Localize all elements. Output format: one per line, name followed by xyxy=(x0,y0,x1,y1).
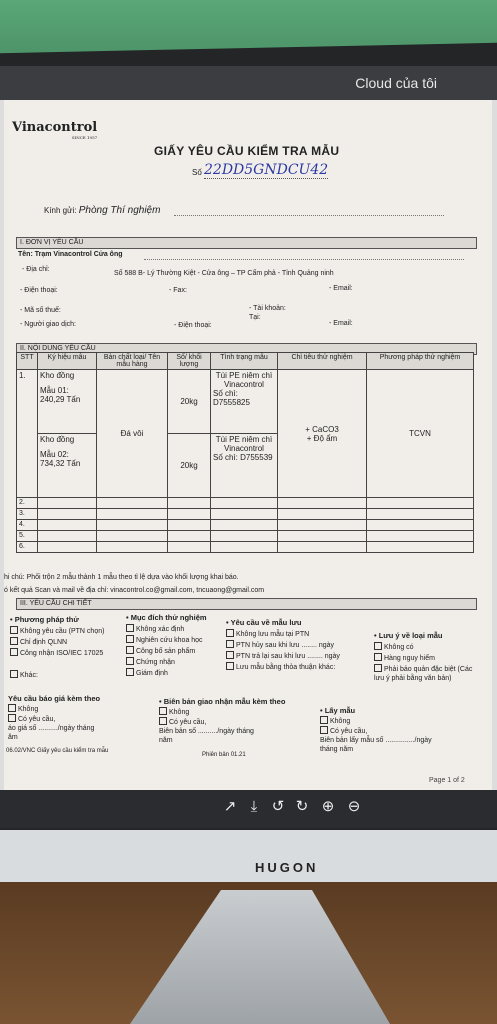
row1-phuong-phap: TCVN xyxy=(367,370,474,498)
muc-dich-group: • Mục đích thử nghiệm Không xác định Nghiên cứu khoa học Công bố sản phẩm Chứng nhận Giám định xyxy=(126,613,207,677)
tai-khoan-label: - Tài khoản: xyxy=(249,305,286,312)
checkbox: Công nhận ISO/IEC 17025 xyxy=(10,650,103,657)
nguoi-giao-dich-label: - Người giao dịch: xyxy=(20,321,76,328)
document-page xyxy=(4,100,492,790)
app-titlebar xyxy=(0,66,497,100)
lay-mau-group: • Lấy mẫu Không Có yêu cầu, Biên bản lấy mẫu số .............../ngày tháng năm xyxy=(320,706,432,753)
fax-label: - Fax: xyxy=(169,287,187,294)
version: Phiên bản 01.21 xyxy=(202,752,246,758)
checkbox: Phải bảo quản đặc biệt (Các lưu ý phải bằng văn bản) xyxy=(374,666,473,682)
sample-table xyxy=(16,352,474,553)
ghi-chu-email: ó kết quả Scan và mail về địa chỉ: vinacontrol.co@gmail.com, tncuaong@gmail.com xyxy=(4,587,265,594)
monitor-chin xyxy=(0,830,497,882)
checkbox: Chứng nhận xyxy=(126,659,175,666)
checkbox: Công bố sản phẩm xyxy=(126,648,195,655)
col-khoi-luong: Số/ khối lượng xyxy=(168,353,211,370)
monitor-brand: HUGON xyxy=(255,860,319,875)
form-code: 06.02/VNC Giấy yêu cầu kiểm tra mẫu xyxy=(6,748,109,754)
download-icon[interactable]: ⤓ xyxy=(250,798,258,815)
so-value: 22DD5GNDCU42 xyxy=(204,162,329,178)
rotate-left-icon[interactable]: ↺ xyxy=(271,798,285,815)
bao-gia-group: Yêu cầu báo giá kèm theo Không Có yêu cầu, áo giá số ........../ngày tháng ăm xyxy=(8,694,101,741)
empty-row-stt: 2. xyxy=(17,498,38,509)
row1-tinh-trang-b: Túi PE niêm chì Vinacontrol Số chì: D755539 xyxy=(211,434,278,498)
empty-row-stt: 5. xyxy=(17,531,38,542)
share-icon[interactable]: ↗ xyxy=(223,798,237,815)
luu-y-group: • Lưu ý về loại mẫu Không có Hàng nguy hiểm Phải bảo quản đặc biệt (Các lưu ý phải bằng văn bản) xyxy=(374,630,480,683)
so-label: Số xyxy=(192,168,202,177)
checkbox: PTN trả lại sau khi lưu ........ ngày xyxy=(226,653,340,660)
section-1-header: I. ĐƠN VỊ YÊU CẦU xyxy=(16,237,477,249)
row1-chi-tieu: + CaCO3 + Độ ẩm xyxy=(278,370,367,498)
email-label: - Email: xyxy=(329,285,353,292)
checkbox: Chỉ định QLNN xyxy=(10,639,67,646)
row1-kl-b: 20kg xyxy=(168,434,211,498)
row1-stt: 1. xyxy=(17,370,38,498)
dia-chi-value: Số 588 B- Lý Thường Kiệt - Cửa ông – TP Cẩm phả - Tỉnh Quảng ninh xyxy=(114,270,334,277)
checkbox: Hàng nguy hiểm xyxy=(374,655,435,662)
zoom-out-icon[interactable]: ⊖ xyxy=(347,798,361,815)
kinh-gui: Kính gửi: Phòng Thí nghiệm xyxy=(44,205,161,216)
row1-kl-a: 20kg xyxy=(168,370,211,434)
checkbox: Giám định xyxy=(126,670,168,677)
section-2-header: II. NỘI DUNG YÊU CẦU xyxy=(16,343,477,355)
empty-row-stt: 4. xyxy=(17,520,38,531)
ten-don-vi: Tên: Trạm Vinacontrol Cửa ông xyxy=(18,251,123,258)
empty-row-stt: 3. xyxy=(17,509,38,520)
vinacontrol-logo: Vinacontrol SINCE 1957 xyxy=(12,120,98,140)
mau-luu-group: • Yêu cầu về mẫu lưu Không lưu mẫu tại PTN PTN hủy sau khi lưu ........ ngày PTN trả lại sau khi lưu ........ ngày Lưu mẫu bằng thỏa thuận khác: xyxy=(226,618,340,671)
row1-tinh-trang-a: Túi PE niêm chì Vinacontrol Số chì: D7555825 xyxy=(211,370,278,434)
section-3-header: III. YÊU CẦU CHI TIẾT xyxy=(16,598,477,610)
rotate-right-icon[interactable]: ↻ xyxy=(295,798,309,815)
checkbox: Nghiên cứu khoa học xyxy=(126,637,203,644)
checkbox: Lưu mẫu bằng thỏa thuận khác: xyxy=(226,664,335,671)
col-stt: STT xyxy=(17,353,38,370)
zoom-in-icon[interactable]: ⊕ xyxy=(321,798,335,815)
row1-ban-chat: Đá vôi xyxy=(97,370,168,498)
dien-thoai-label: - Điện thoại: xyxy=(20,287,58,294)
col-phuong-phap: Phương pháp thử nghiệm xyxy=(367,353,474,370)
empty-row-stt: 6. xyxy=(17,542,38,553)
email-2-label: - Email: xyxy=(329,320,353,327)
app-title: Cloud của tôi xyxy=(355,75,437,91)
page-indicator: Page 1 of 2 xyxy=(429,777,465,784)
col-ban-chat: Bản chất loại/ Tên mẫu hàng xyxy=(97,353,168,370)
bien-ban-group: • Biên bản giao nhận mẫu kèm theo Không Có yêu cầu, Biên bản số ........../ngày tháng năm xyxy=(159,697,286,744)
ma-so-thue-label: - Mã số thuế: xyxy=(20,307,61,314)
dien-thoai-2-label: - Điện thoại: xyxy=(174,322,212,329)
col-ky-hieu: Ký hiệu mẫu xyxy=(38,353,97,370)
ghi-chu: hi chú: Phối trộn 2 mẫu thành 1 mẫu theo tỉ lệ dựa vào khối lượng khai báo. xyxy=(4,574,239,581)
col-tinh-trang: Tình trạng mẫu xyxy=(211,353,278,370)
checkbox: Khác: xyxy=(10,672,38,679)
document-title: GIẤY YÊU CẦU KIỂM TRA MẪU xyxy=(154,144,340,158)
checkbox: Không lưu mẫu tại PTN xyxy=(226,631,309,638)
phuong-phap-thu-group: • Phương pháp thử Không yêu cầu (PTN chọn) Chỉ định QLNN Công nhận ISO/IEC 17025 Khác: xyxy=(10,615,105,679)
row1-sample-b: Kho đồng Mẫu 02: 734,32 Tấn xyxy=(38,434,97,498)
checkbox: Không yêu cầu (PTN chọn) xyxy=(10,628,104,635)
col-chi-tieu: Chỉ tiêu thử nghiệm xyxy=(278,353,367,370)
dia-chi-label: - Địa chỉ: xyxy=(22,266,50,273)
checkbox: PTN hủy sau khi lưu ........ ngày xyxy=(226,642,334,649)
checkbox: Không xác định xyxy=(126,626,184,633)
row1-sample-a: Kho đồng Mẫu 01: 240,29 Tấn xyxy=(38,370,97,434)
checkbox: Không có xyxy=(374,644,414,651)
tai-label: Tại: xyxy=(249,314,261,321)
